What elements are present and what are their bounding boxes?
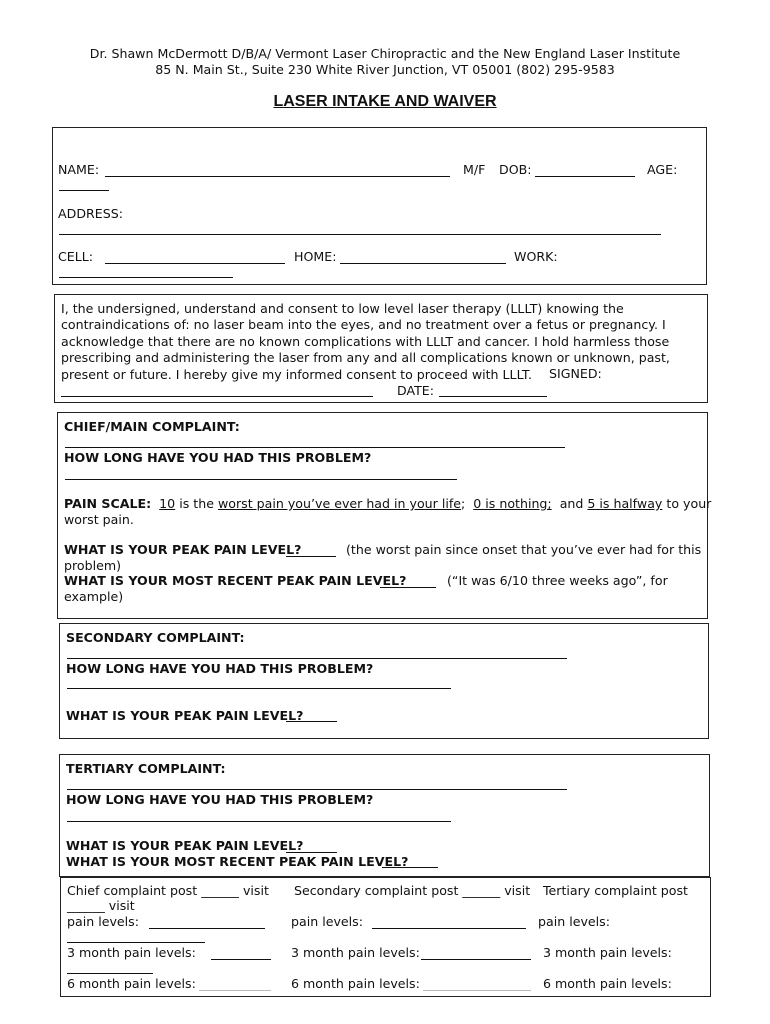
pain-ten: 10 xyxy=(159,496,176,511)
patient-info-box xyxy=(52,127,707,285)
secondary-6month-field[interactable] xyxy=(423,990,531,991)
pain-worst-pain: worst pain. xyxy=(64,512,134,527)
chief-recent-field[interactable] xyxy=(380,587,436,588)
tertiary-6month-label: 6 month pain levels: xyxy=(543,976,672,991)
tertiary-peak-field[interactable] xyxy=(286,852,337,853)
chief-6month-label: 6 month pain levels: xyxy=(67,976,196,991)
secondary-6month-label: 6 month pain levels: xyxy=(291,976,420,991)
followup-box xyxy=(60,877,711,997)
chief-post-label: Chief complaint post ______ visit xyxy=(67,883,269,898)
chief-pain-levels-label: pain levels: xyxy=(67,914,139,929)
consent-line: prescribing and administering the laser from any and all complications known or unknown, past, xyxy=(61,350,670,366)
pain-and: and xyxy=(559,496,584,511)
signed-label: SIGNED: xyxy=(549,366,602,381)
pain-zero: 0 is nothing; xyxy=(473,496,552,511)
consent-line: acknowledge that there are no known complications with LLLT and cancer. I hold harmless those xyxy=(61,333,670,349)
secondary-complaint-field[interactable] xyxy=(67,658,567,659)
chief-complaint-box xyxy=(57,412,712,619)
tertiary-3month-field[interactable] xyxy=(67,973,153,974)
mf-label: M/F xyxy=(463,162,486,177)
secondary-how-long-label: HOW LONG HAVE YOU HAD THIS PROBLEM? xyxy=(66,661,374,676)
chief-how-long-field[interactable] xyxy=(65,479,457,480)
secondary-peak-field[interactable] xyxy=(286,721,337,722)
home-label: HOME: xyxy=(294,249,337,264)
secondary-pain-levels-field[interactable] xyxy=(372,928,526,929)
name-label: NAME: xyxy=(58,162,100,177)
date-label: DATE: xyxy=(397,383,435,398)
pain-worst: worst pain you’ve ever had in your life xyxy=(217,496,462,511)
work-field[interactable] xyxy=(59,277,233,278)
secondary-complaint-box xyxy=(59,623,709,739)
tertiary-post-label: Tertiary complaint post xyxy=(543,883,688,898)
secondary-peak-label: WHAT IS YOUR PEAK PAIN LEVEL? xyxy=(66,708,304,723)
tertiary-3month-label: 3 month pain levels: xyxy=(543,945,672,960)
chief-3month-field[interactable] xyxy=(211,959,271,960)
secondary-complaint-label: SECONDARY COMPLAINT: xyxy=(66,630,245,645)
tertiary-peak-label: WHAT IS YOUR PEAK PAIN LEVEL? xyxy=(66,838,304,853)
consent-line: contraindications of: no laser beam into the eyes, and no treatment over a fetus or pregnancy. I xyxy=(61,317,666,333)
tertiary-how-long-label: HOW LONG HAVE YOU HAD THIS PROBLEM? xyxy=(66,792,374,807)
chief-recent-label: WHAT IS YOUR MOST RECENT PEAK PAIN LEVEL? xyxy=(64,573,407,588)
clinic-name: Dr. Shawn McDermott D/B/A/ Vermont Laser Chiropractic and the New England Laser Institute xyxy=(89,46,681,61)
chief-peak-note-cont: problem) xyxy=(64,558,122,573)
age-label: AGE: xyxy=(647,162,678,177)
tertiary-recent-field[interactable] xyxy=(382,867,438,868)
chief-how-long-label: HOW LONG HAVE YOU HAD THIS PROBLEM? xyxy=(64,450,372,465)
tertiary-pain-levels-field[interactable] xyxy=(67,942,205,943)
pain-scale-label: PAIN SCALE: xyxy=(64,496,152,511)
secondary-pain-levels-label: pain levels: xyxy=(291,914,363,929)
pain-five: 5 is halfway xyxy=(587,496,663,511)
secondary-how-long-field[interactable] xyxy=(67,688,451,689)
chief-peak-label: WHAT IS YOUR PEAK PAIN LEVEL? xyxy=(64,542,302,557)
dob-field[interactable] xyxy=(535,176,635,177)
form-title: LASER INTAKE AND WAIVER xyxy=(273,93,497,110)
tertiary-complaint-field[interactable] xyxy=(67,789,567,790)
signature-field[interactable] xyxy=(61,396,373,397)
chief-recent-note: (“It was 6/10 three weeks ago”, for xyxy=(447,573,668,588)
clinic-address: 85 N. Main St., Suite 230 White River Junction, VT 05001 (802) 295-9583 xyxy=(155,62,615,77)
age-field[interactable] xyxy=(59,190,109,191)
consent-line: present or future. I hereby give my informed consent to proceed with LLLT. xyxy=(61,366,533,382)
tertiary-complaint-box xyxy=(59,754,710,877)
secondary-3month-field[interactable] xyxy=(421,959,531,960)
chief-6month-field[interactable] xyxy=(199,990,271,991)
date-field[interactable] xyxy=(439,396,547,397)
pain-scale-line: PAIN SCALE: 10 is the worst pain you’ve ever had in your life; 0 is nothing; and 5 is halfway to your xyxy=(64,496,712,511)
consent-line: I, the undersigned, understand and consent to low level laser therapy (LLLT) knowing the xyxy=(61,301,624,316)
cell-field[interactable] xyxy=(105,263,285,264)
tertiary-recent-label: WHAT IS YOUR MOST RECENT PEAK PAIN LEVEL? xyxy=(66,854,409,869)
chief-recent-note-cont: example) xyxy=(64,589,124,604)
pain-is-the: is the xyxy=(179,496,214,511)
chief-3month-label: 3 month pain levels: xyxy=(67,945,196,960)
chief-peak-note: (the worst pain since onset that you’ve ever had for this xyxy=(346,542,702,557)
dob-label: DOB: xyxy=(499,162,532,177)
address-field[interactable] xyxy=(59,234,661,235)
tertiary-complaint-label: TERTIARY COMPLAINT: xyxy=(66,761,226,776)
secondary-3month-label: 3 month pain levels: xyxy=(291,945,420,960)
tertiary-post-visit: ______ visit xyxy=(67,898,135,913)
pain-to-your: to your xyxy=(666,496,712,511)
address-label: ADDRESS: xyxy=(58,206,123,221)
chief-pain-levels-field[interactable] xyxy=(149,928,265,929)
work-label: WORK: xyxy=(514,249,558,264)
chief-complaint-field[interactable] xyxy=(65,447,565,448)
tertiary-pain-levels-label: pain levels: xyxy=(538,914,610,929)
consent-box xyxy=(54,294,708,403)
name-field[interactable] xyxy=(105,176,450,177)
chief-peak-field[interactable] xyxy=(286,556,336,557)
chief-complaint-label: CHIEF/MAIN COMPLAINT: xyxy=(64,419,240,434)
tertiary-how-long-field[interactable] xyxy=(67,821,451,822)
secondary-post-label: Secondary complaint post ______ visit xyxy=(294,883,531,898)
home-field[interactable] xyxy=(340,263,506,264)
cell-label: CELL: xyxy=(58,249,94,264)
